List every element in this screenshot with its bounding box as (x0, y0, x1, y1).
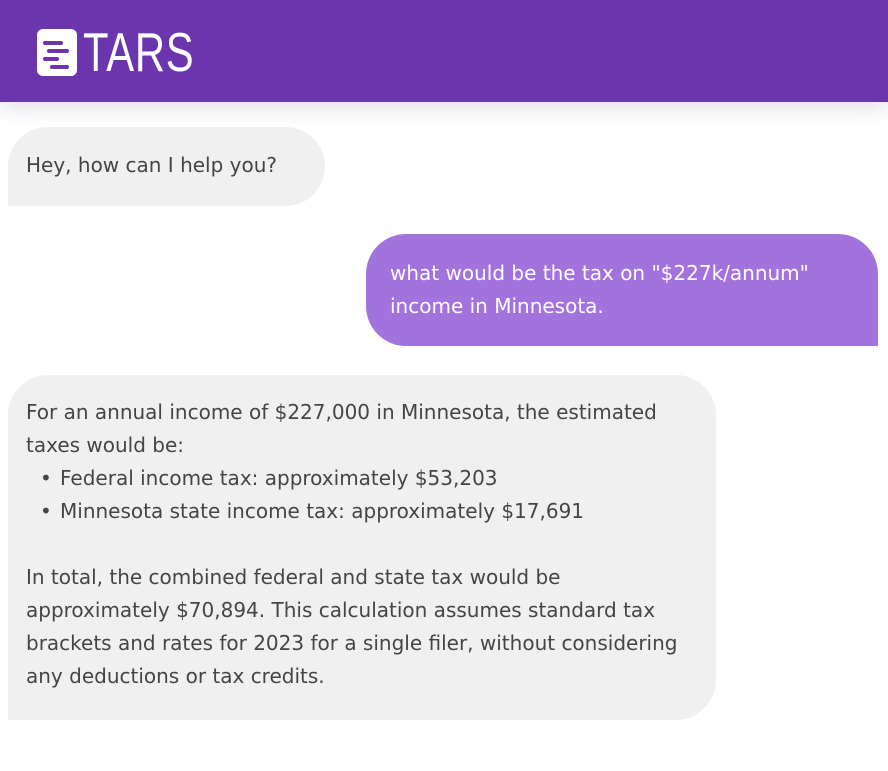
bullet-icon: • (40, 499, 52, 523)
list-item (26, 495, 698, 528)
list-item (26, 462, 698, 495)
list-item-text: Minnesota state income tax: approximately $17,691 (60, 499, 585, 523)
bot-message-answer (8, 375, 716, 720)
user-message-text: what would be the tax on "$227k/annum" income in Minnesota. (390, 261, 809, 318)
list-item-text: Federal income tax: approximately $53,203 (60, 466, 498, 490)
answer-conclusion: In total, the combined federal and state tax would be approximately $70,894. This calculation assumes standard tax brackets and rates for 2023 for a single filer, without considering any deductions or tax credits. (26, 565, 678, 688)
chat-lines-icon (37, 29, 77, 76)
tax-breakdown-list (26, 462, 698, 528)
paragraph-spacer (26, 528, 698, 561)
bot-message-text: Hey, how can I help you? (26, 153, 278, 177)
user-message (366, 234, 878, 346)
bot-message-greeting (8, 127, 325, 206)
logo-text: TARS (83, 21, 195, 83)
bullet-icon: • (40, 466, 52, 490)
tars-logo[interactable] (37, 21, 230, 83)
answer-intro: For an annual income of $227,000 in Minnesota, the estimated taxes would be: (26, 400, 657, 457)
app-header (0, 0, 888, 102)
